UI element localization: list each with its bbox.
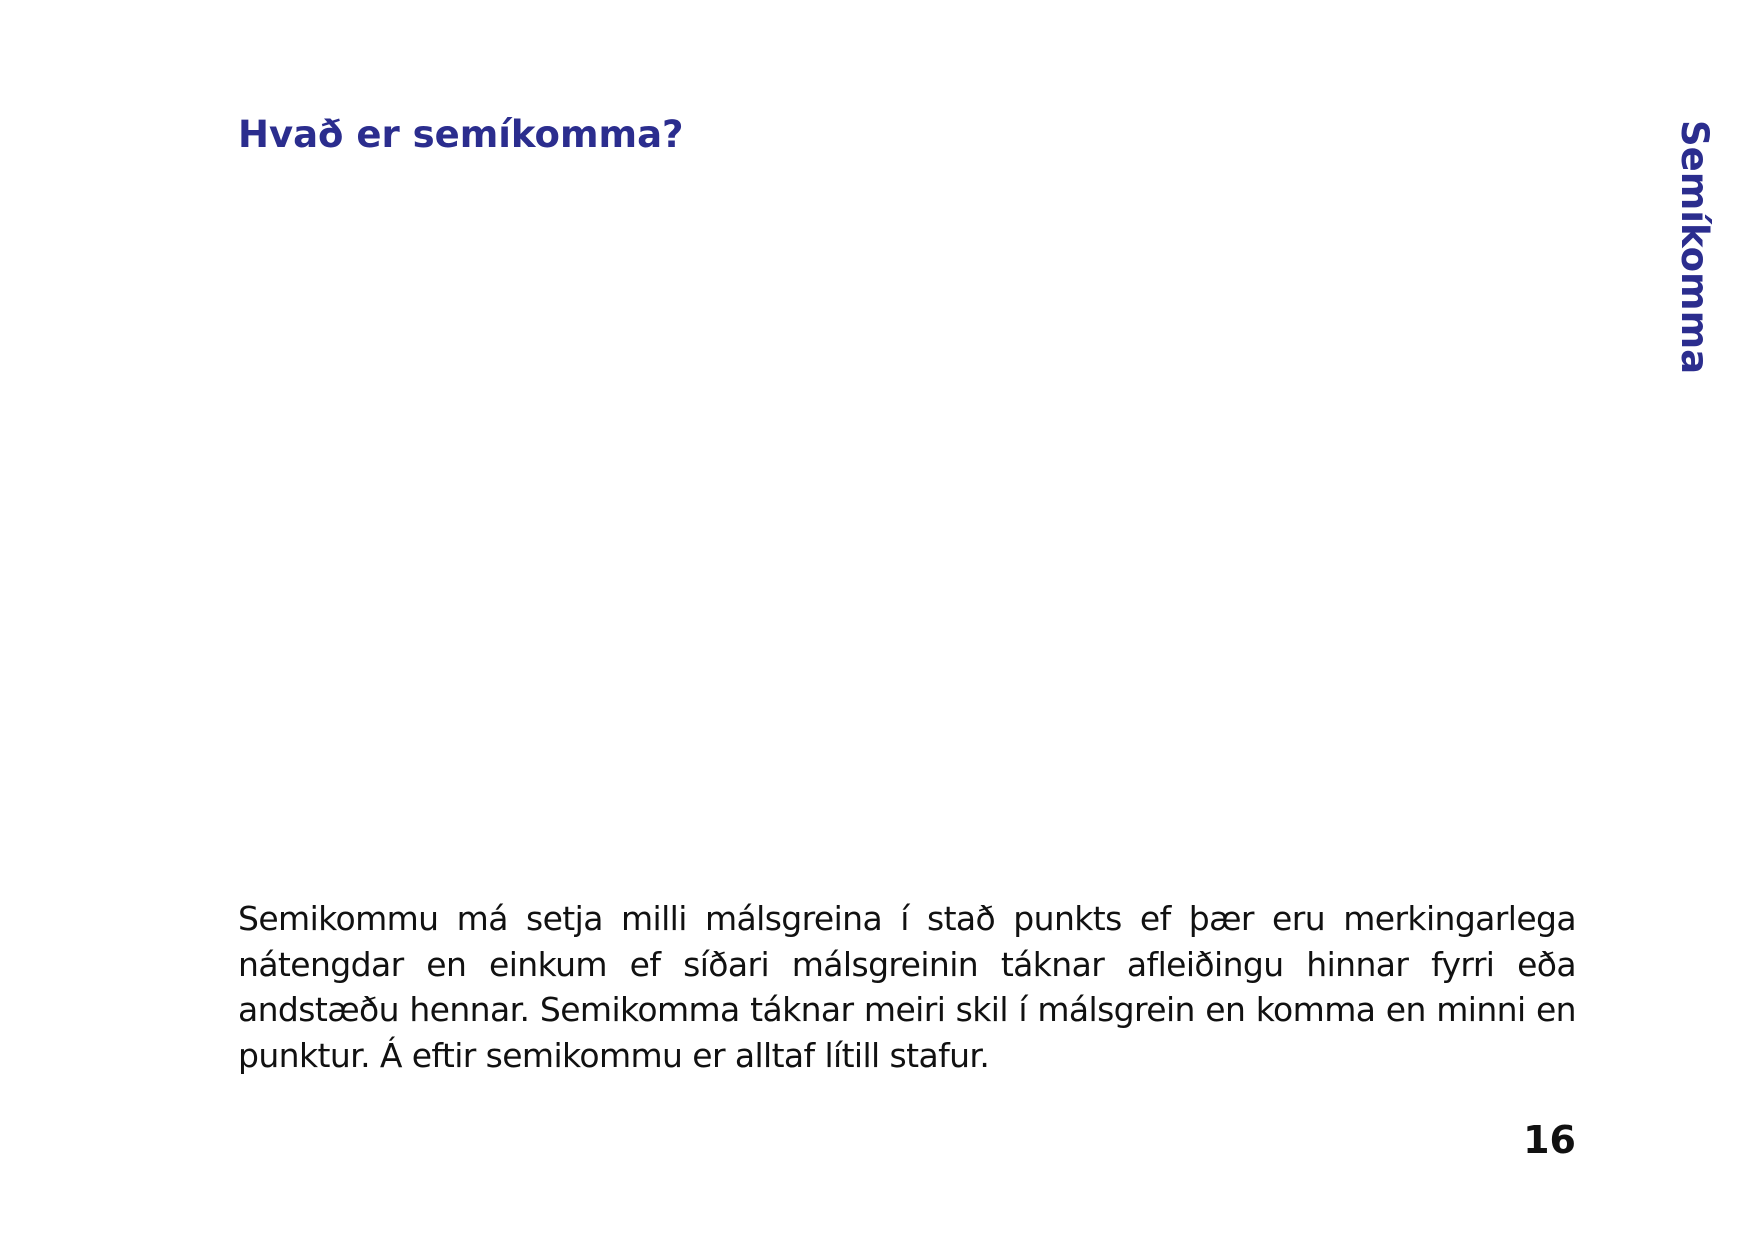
body-paragraph: Semikommu má setja milli málsgreina í stað punkts ef þær eru merkingarlega nátengdar en einkum ef síðari málsgreinin táknar afleiðingu hinnar fyrri eða andstæðu hennar. Semikomma táknar meiri skil í málsgrein en komma en minni en punktur. Á eftir semikommu er alltaf lítill stafur. xyxy=(238,899,1576,1075)
page-number: 16 xyxy=(1523,1118,1576,1162)
side-tab xyxy=(1672,120,1716,375)
side-tab-label: Semíkomma xyxy=(1673,120,1716,375)
page-heading: Hvað er semíkomma? xyxy=(238,113,684,156)
